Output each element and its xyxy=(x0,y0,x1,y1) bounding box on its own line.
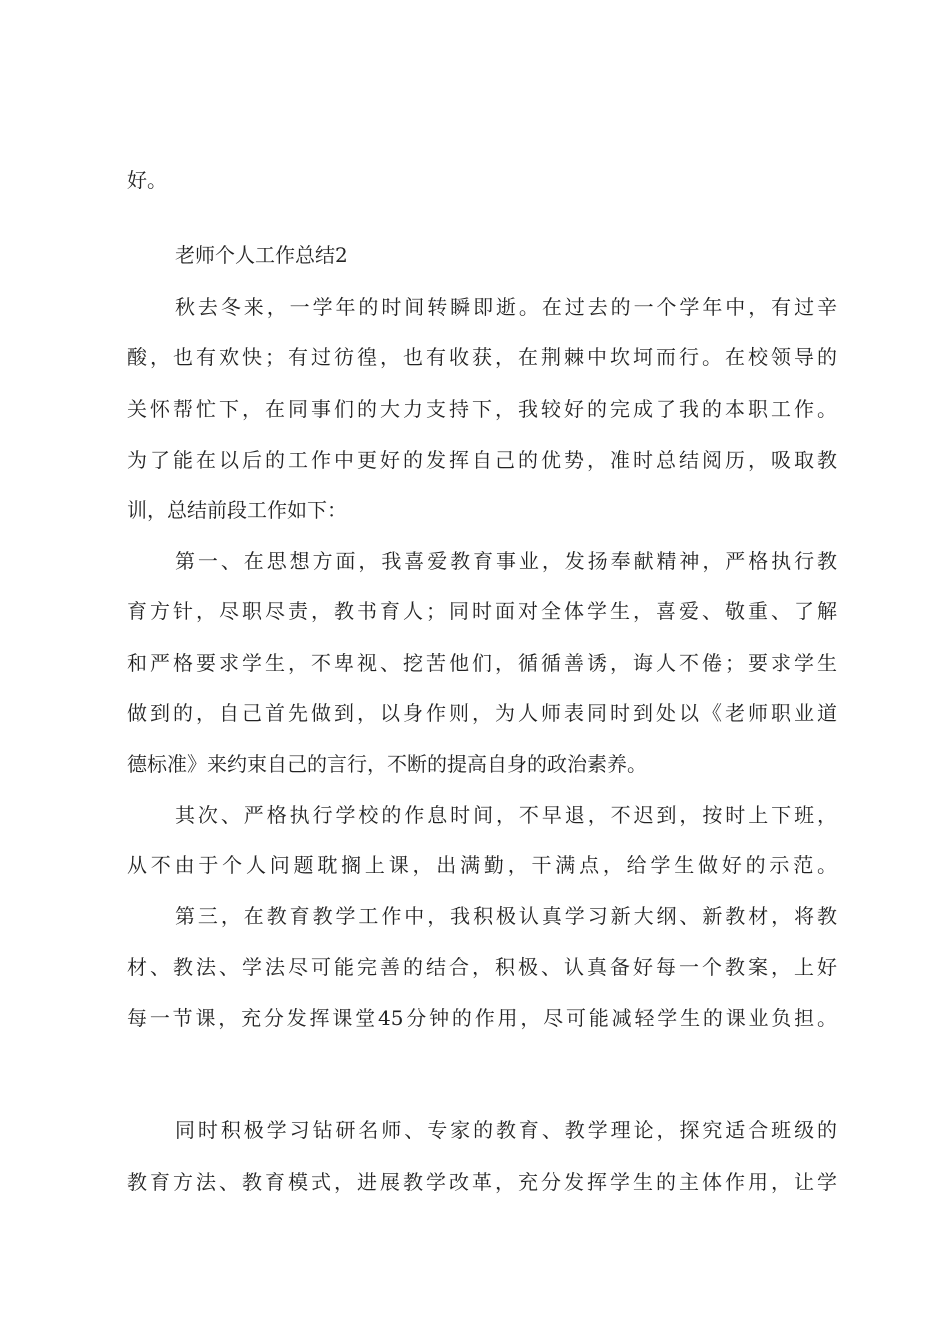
paragraph-line: 德标准》来约束自己的言行，不断的提高自身的政治素养。 xyxy=(127,752,647,776)
text-line-fragment: 好。 xyxy=(127,168,167,192)
paragraph-line: 从不由于个人问题耽搁上课，出满勤，干满点，给学生做好的示范。 xyxy=(127,853,837,877)
paragraph-line: 秋去冬来，一学年的时间转瞬即逝。在过去的一个学年中，有过辛 xyxy=(175,295,837,319)
paragraph-line: 为了能在以后的工作中更好的发挥自己的优势，准时总结阅历，吸取教 xyxy=(127,448,837,472)
paragraph-line: 和严格要求学生，不卑视、挖苦他们，循循善诱，诲人不倦；要求学生 xyxy=(127,651,837,675)
paragraph-line: 酸，也有欢快；有过彷徨，也有收获，在荆棘中坎坷而行。在校领导的 xyxy=(127,345,837,369)
paragraph-line: 做到的，自己首先做到，以身作则，为人师表同时到处以《老师职业道 xyxy=(127,701,837,725)
paragraph-line: 材、教法、学法尽可能完善的结合，积极、认真备好每一个教案，上好 xyxy=(127,955,837,979)
paragraph-line: 其次、严格执行学校的作息时间，不早退，不迟到，按时上下班， xyxy=(175,803,837,827)
paragraph-line: 第三，在教育教学工作中，我积极认真学习新大纲、新教材，将教 xyxy=(175,904,837,928)
paragraph-line: 同时积极学习钻研名师、专家的教育、教学理论，探究适合班级的 xyxy=(175,1118,837,1142)
paragraph-line: 每一节课，充分发挥课堂45分钟的作用，尽可能减轻学生的课业负担。 xyxy=(127,1006,837,1030)
paragraph-line: 第一、在思想方面，我喜爱教育事业，发扬奉献精神，严格执行教 xyxy=(175,549,837,573)
paragraph-line: 关怀帮忙下，在同事们的大力支持下，我较好的完成了我的本职工作。 xyxy=(127,397,837,421)
paragraph-line: 教育方法、教育模式，进展教学改革，充分发挥学生的主体作用，让学 xyxy=(127,1170,837,1194)
section-heading: 老师个人工作总结2 xyxy=(175,243,348,267)
paragraph-line: 育方针，尽职尽责，教书育人；同时面对全体学生，喜爱、敬重、了解 xyxy=(127,599,837,623)
paragraph-line: 训，总结前段工作如下： xyxy=(127,498,347,522)
